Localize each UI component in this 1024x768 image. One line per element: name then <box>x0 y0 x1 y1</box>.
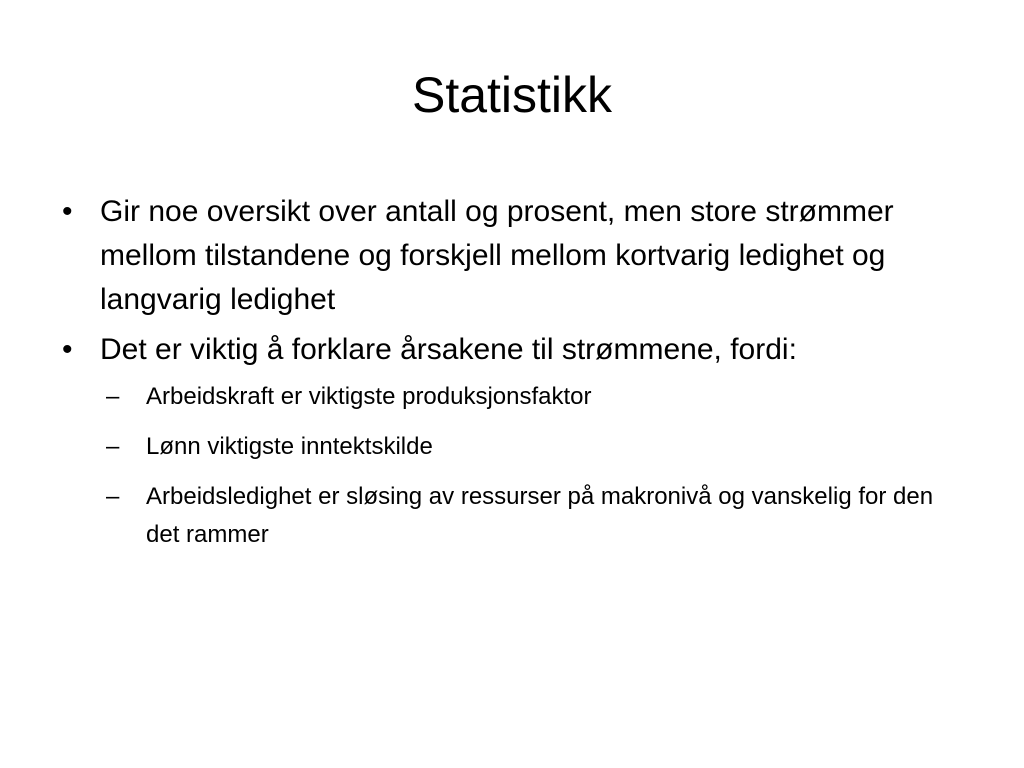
dash-marker: – <box>106 383 120 410</box>
bullet-item <box>62 190 972 322</box>
sub-item <box>106 378 972 416</box>
sub-list <box>62 378 972 554</box>
bullet-marker: • <box>62 195 73 228</box>
dash-marker: – <box>106 483 120 510</box>
bullet-text: Gir noe oversikt over antall og prosent, men store strømmer mellom tilstandene og forskjell mellom kortvarig ledighet og langvarig ledighet <box>100 195 894 316</box>
slide-title: Statistikk <box>411 67 613 123</box>
bullet-marker: • <box>62 333 73 366</box>
sub-item <box>106 478 972 554</box>
bullet-item <box>62 328 972 372</box>
dash-marker: – <box>106 433 120 460</box>
slide-content <box>62 190 972 566</box>
sub-item-text: Lønn viktigste inntektskilde <box>146 433 433 460</box>
sub-item <box>106 428 972 466</box>
bullet-text: Det er viktig å forklare årsakene til strømmene, fordi: <box>100 333 797 366</box>
sub-item-text: Arbeidskraft er viktigste produksjonsfaktor <box>146 383 592 410</box>
sub-item-text: Arbeidsledighet er sløsing av ressurser på makronivå og vanskelig for den det rammer <box>146 483 934 548</box>
